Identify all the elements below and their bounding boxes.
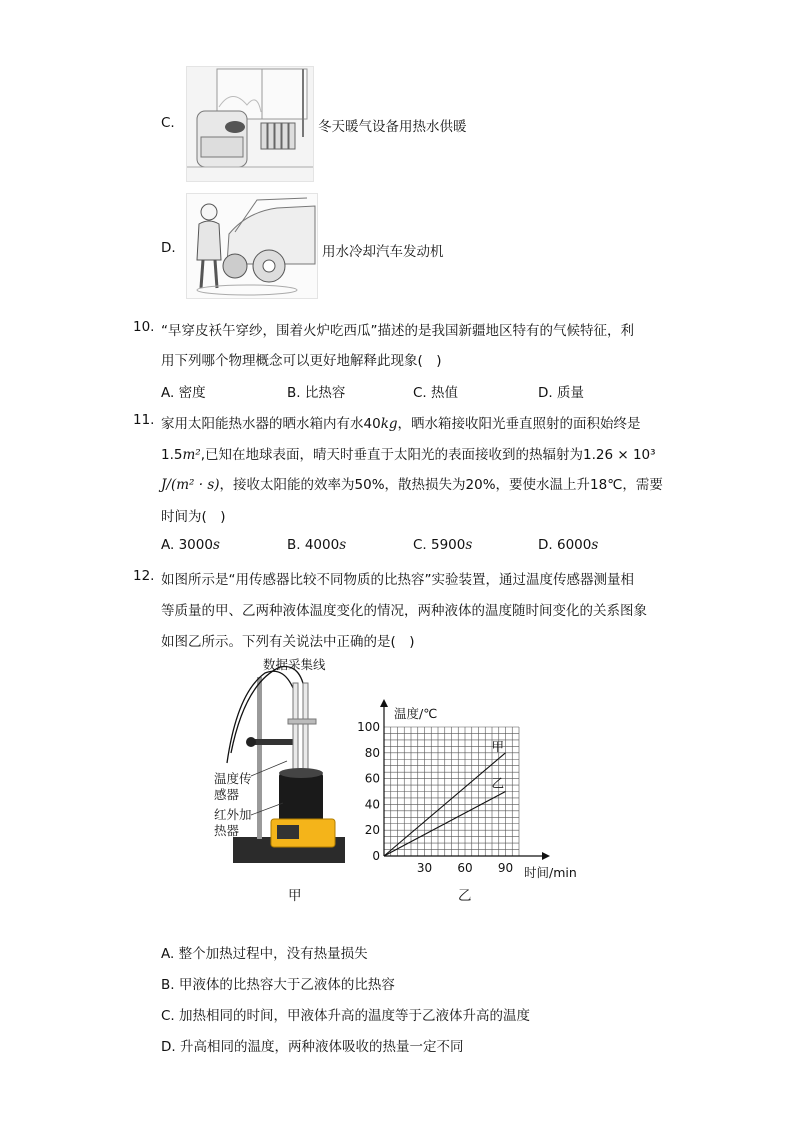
- y-tick-label: 60: [364, 771, 380, 786]
- q10-option-b: B. 比热容: [287, 385, 346, 401]
- q12-option-b: B. 甲液体的比热容大于乙液体的比热容: [161, 977, 395, 993]
- y-tick-label: 40: [364, 797, 380, 812]
- temperature-time-chart: [350, 690, 600, 885]
- q11-option-c: C. 5900s: [413, 537, 473, 553]
- q12-apparatus-figure: [205, 653, 355, 873]
- q10-option-c: C. 热值: [413, 385, 459, 401]
- x-tick-label: 30: [416, 861, 433, 875]
- x-axis-label: 时间/min: [524, 865, 577, 880]
- q10-number: 10.: [133, 319, 155, 335]
- q9-option-c-letter: C.: [161, 115, 175, 131]
- q10-option-d: D. 质量: [538, 385, 584, 401]
- q11-option-a: A. 3000s: [161, 537, 220, 553]
- q11-option-d: D. 6000s: [538, 537, 599, 553]
- y-axis-label: 温度/℃: [394, 706, 438, 721]
- q10-option-a: A. 密度: [161, 385, 206, 401]
- q9-option-d-letter: D.: [161, 240, 176, 256]
- series-label-1: 甲: [491, 738, 505, 754]
- q12-number: 12.: [133, 568, 155, 584]
- q12-option-a: A. 整个加热过程中，没有热量损失: [161, 946, 368, 962]
- q10-stem-line1: “早穿皮袄午穿纱，围着火炉吃西瓜”描述的是我国新疆地区特有的气候特征，利: [161, 323, 634, 339]
- apparatus-label-data-cable: 数据采集线: [263, 657, 326, 672]
- apparatus-drawing: [205, 653, 355, 873]
- y-axis-arrow: [380, 699, 388, 707]
- q12-stem-line2: 等质量的甲、乙两种液体温度变化的情况，两种液体的温度随时间变化的关系图象: [161, 603, 647, 619]
- q11-number: 11.: [133, 412, 155, 428]
- apparatus-label-sensor-2: 感器: [214, 787, 240, 802]
- x-tick-label: 60: [457, 861, 473, 875]
- q11-stem-line3: J/(m² · s)，接收太阳能的效率为50%，散热损失为20%，要使水温上升18℃，需要: [161, 477, 663, 493]
- x-tick-label: 90: [497, 861, 514, 875]
- x-axis-arrow: [542, 852, 550, 860]
- apparatus-label-sensor-1: 温度传: [214, 771, 252, 786]
- q9-option-d-car-image: [186, 193, 318, 299]
- q9-option-c-text: 冬天暖气设备用热水供暖: [318, 119, 467, 135]
- q11-stem-line4: 时间为( ): [161, 509, 226, 525]
- y-tick-label: 100: [357, 720, 380, 734]
- y-tick-label: 0: [372, 849, 380, 863]
- y-tick-label: 80: [364, 745, 380, 760]
- q12-stem-line1: 如图所示是“用传感器比较不同物质的比热容”实验装置，通过温度传感器测量相: [161, 572, 634, 588]
- chart-caption: 乙: [458, 888, 472, 904]
- q9-option-c-heating-image: [186, 66, 314, 182]
- q11-option-b: B. 4000s: [287, 537, 347, 553]
- q12-stem-line3: 如图乙所示。下列有关说法中正确的是( ): [161, 634, 415, 650]
- q12-option-d: D. 升高相同的温度，两种液体吸收的热量一定不同: [161, 1039, 464, 1055]
- q11-stem-line1: 家用太阳能热水器的晒水箱内有水40kg，晒水箱接收阳光垂直照射的面积始终是: [161, 416, 641, 432]
- q12-option-c: C. 加热相同的时间，甲液体升高的温度等于乙液体升高的温度: [161, 1008, 531, 1024]
- q9-option-d-text: 用水冷却汽车发动机: [322, 244, 444, 260]
- q11-stem-line2: 1.5m²,已知在地球表面，晴天时垂直于太阳光的表面接收到的热辐射为1.26 × 10³: [161, 447, 656, 463]
- y-tick-label: 20: [364, 823, 380, 838]
- apparatus-caption: 甲: [288, 888, 302, 904]
- q10-stem-line2: 用下列哪个物理概念可以更好地解释此现象( ): [161, 353, 442, 369]
- apparatus-label-heater-2: 热器: [214, 823, 240, 838]
- series-label-2: 乙: [491, 775, 505, 791]
- apparatus-label-heater-1: 红外加: [214, 807, 252, 822]
